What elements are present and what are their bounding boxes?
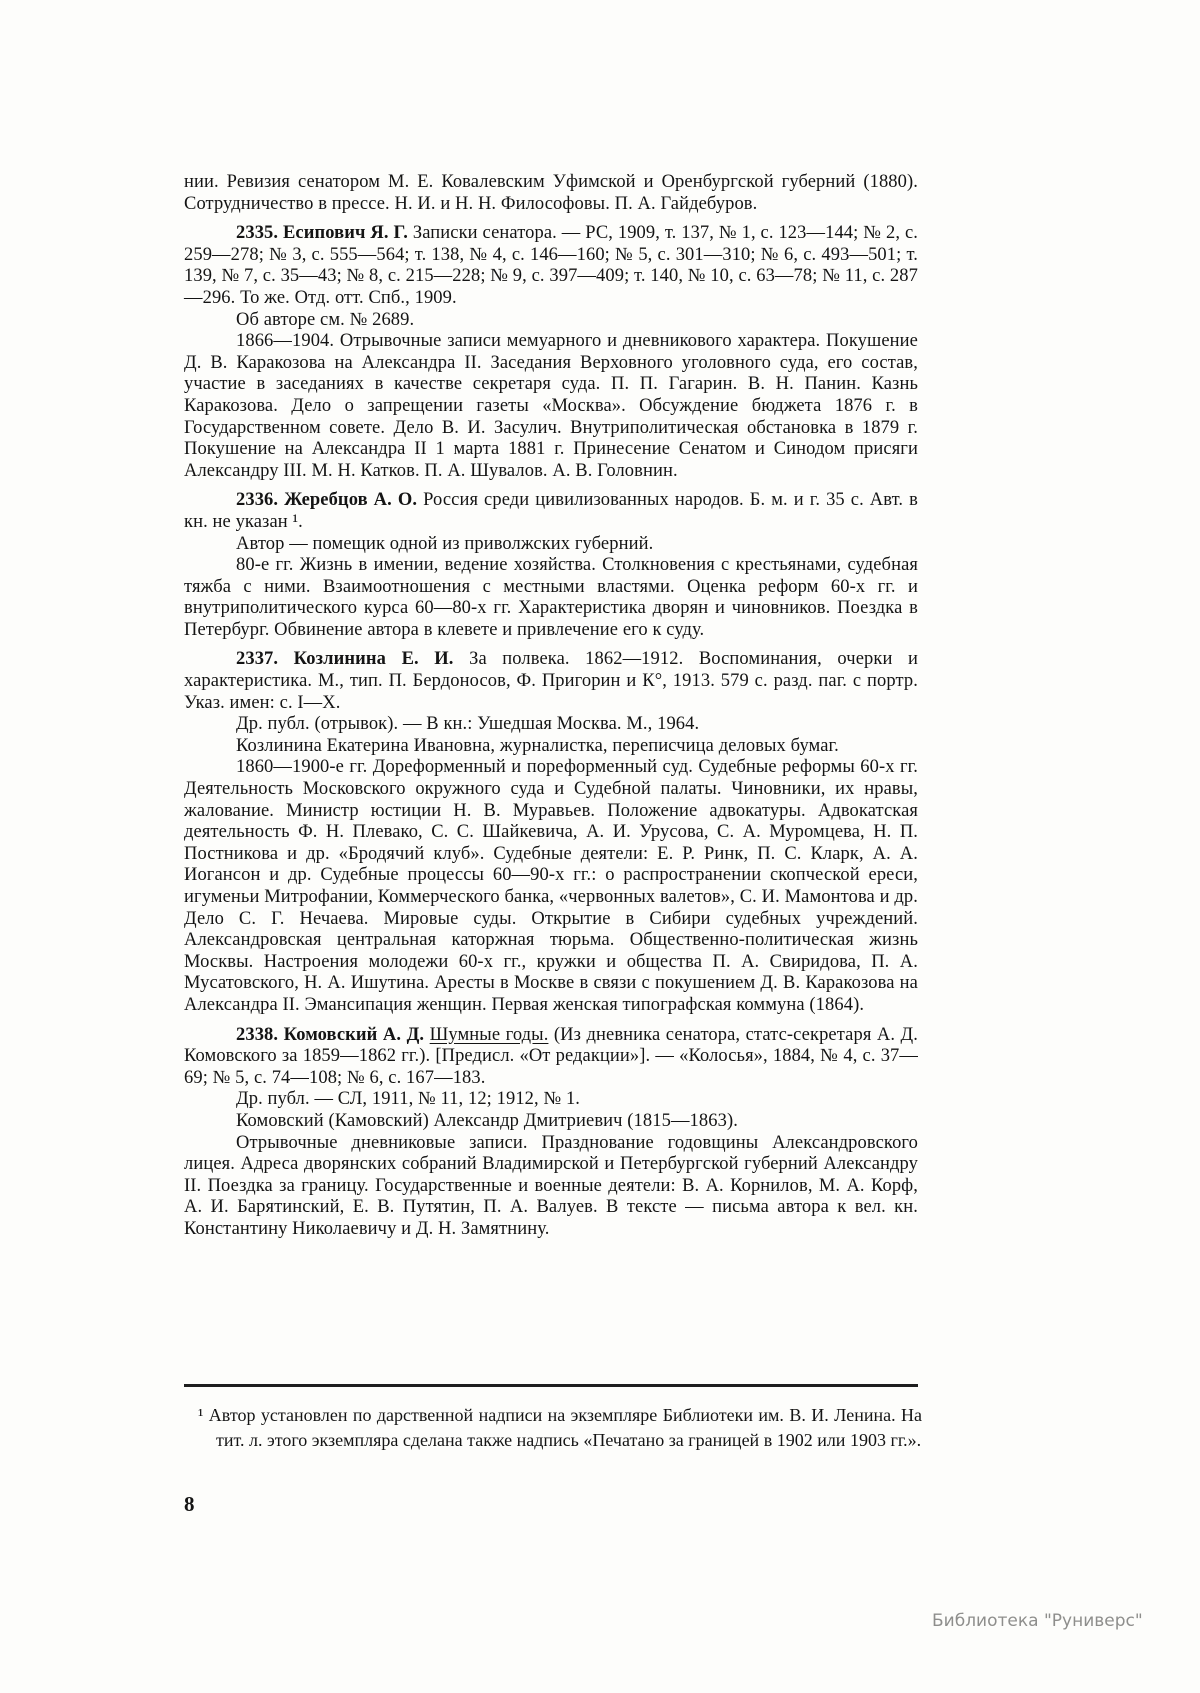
entry-2338-title: Шумные годы. xyxy=(429,1024,549,1045)
entry-2335 xyxy=(184,223,918,482)
footnote-divider xyxy=(184,1384,918,1387)
entry-2335-paragraph: Об авторе см. № 2689. xyxy=(236,309,415,330)
entry-2337-heading xyxy=(184,649,918,714)
entry-2336-citation: Россия среди цивилизованных народов. Б. м. и г. 35 с. Авт. в кн. не указан ¹. xyxy=(184,490,918,532)
entry-2337-paragraph: 1860—1900-е гг. Дореформенный и пореформенный суд. Судебные реформы 60-х гг. Деятельность Московского окружного суда и Судебной палаты. Чиновники, их нравы, жалование. Министр юстиции Н. В. Муравьев. Положение адвокатуры. Адвокатская деятельность Ф. Н. Плевако, С. С. Шайкевича, А. И. Урусова, С. А. Муромцева, Н. П. Постникова и др. «Бродячий клуб». Судебные деятели: Е. Р. Ринк, П. С. Кларк, А. А. Иогансон и др. Судебные процессы 60—90-х гг.: о распространении скопческой ереси, игуменьи Митрофании, Коммерческого банка, «червонных валетов», С. И. Мамонтова и др. Дело С. Г. Нечаева. Мировые суды. Открытие в Сибири судебных учреждений. Александровская центральная каторжная тюрьма. Общественно-политическая жизнь Москвы. Настроения молодежи 60-х гг., кружки и общества П. А. Свиридова, П. А. Мусатовского, Н. А. Ишутина. Аресты в Москве в связи с покушением Д. В. Каракозова на Александра II. Эмансипация женщин. Первая женская типографская коммуна (1864). xyxy=(184,757,918,1015)
entry-2338 xyxy=(184,1025,918,1241)
entry-2335-paragraph: 1866—1904. Отрывочные записи мемуарного и дневникового характера. Покушение Д. В. Каракозова на Александра II. Заседания Верховного уголовного суда, его состав, участие в заседаниях в качестве секретаря суда. П. П. Гагарин. В. Н. Панин. Казнь Каракозова. Дело о запрещении газеты «Москва». Обсуждение бюджета 1876 г. в Государственном совете. Дело В. И. Засулич. Внутриполитическая обстановка в 1879 г. Покушение на Александра II 1 марта 1881 г. Принесение Сенатом и Синодом присяги Александру III. М. Н. Катков. П. А. Шувалов. А. В. Головнин. xyxy=(184,331,918,481)
footnote-area xyxy=(184,1384,922,1452)
continuation-paragraph: нии. Ревизия сенатором М. Е. Ковалевским Уфимской и Оренбургской губерний (1880). Сотрудничество в прессе. Н. И. и Н. Н. Философовы. П. А. Гайдебуров. xyxy=(184,172,918,214)
entry-2336-heading xyxy=(184,490,918,533)
entry-2336-paragraph: 80-е гг. Жизнь в имении, ведение хозяйства. Столкновения с крестьянами, судебная тяжба с ними. Взаимоотношения с местными властями. Оценка реформ 60-х гг. и внутриполитического курса 60—80-х гг. Характеристика дворян и чиновников. Поездка в Петербург. Обвинение автора в клевете и привлечение его к суду. xyxy=(184,555,918,640)
entry-2338-paragraph: Др. публ. — СЛ, 1911, № 11, 12; 1912, № 1. xyxy=(236,1089,581,1110)
page-number: 8 xyxy=(184,1492,195,1516)
entry-2335-citation: Записки сенатора. — РС, 1909, т. 137, № 1, с. 123—144; № 2, с. 259—278; № 3, с. 555—564; т. 138, № 4, с. 146—160; № 5, с. 301—310; № 6, с. 493—501; т. 139, № 7, с. 35—43; № 8, с. 215—228; № 9, с. 397—409; т. 140, № 10, с. 63—78; № 11, с. 287—296. То же. Отд. отт. Спб., 1909. xyxy=(184,223,918,308)
entry-2338-paragraph: Комовский (Камовский) Александр Дмитриевич (1815—1863). xyxy=(236,1110,738,1131)
entry-2338-heading xyxy=(184,1025,918,1090)
entry-2337-citation: За полвека. 1862—1912. Воспоминания, очерки и характеристика. М., тип. П. Бердоносов, Ф. Пригорин и К°, 1913. 579 с. разд. паг. с портр. Указ. имен: с. I—X. xyxy=(184,649,918,713)
entry-2336 xyxy=(184,490,918,641)
entry-2337-number-author: 2337. Козлинина Е. И. xyxy=(236,649,454,670)
entry-2338-citation: (Из дневника сенатора, статс-секретаря А. Д. Комовского за 1859—1862 гг.). [Предисл. «От редакции»]. — «Колосья», 1884, № 4, с. 37—69; № 5, с. 74—108; № 6, с. 167—183. xyxy=(184,1024,918,1088)
bibliography-text-block xyxy=(184,172,918,1241)
entry-2337-paragraph: Козлинина Екатерина Ивановна, журналистка, переписчица деловых бумаг. xyxy=(236,735,839,756)
entry-2336-paragraph: Автор — помещик одной из приволжских губерний. xyxy=(236,533,654,554)
entry-2338-paragraph: Отрывочные дневниковые записи. Празднование годовщины Александровского лицея. Адреса дворянских собраний Владимирской и Петербургской губерний Александру II. Поездка за границу. Государственные и военные деятели: В. А. Корнилов, М. А. Корф, А. И. Барятинский, Е. В. Путятин, П. А. Валуев. В тексте — письма автора к вел. кн. Константину Николаевичу и Д. Н. Замятнину. xyxy=(184,1132,918,1239)
footnote-text: ¹ Автор установлен по дарственной надписи на экземпляре Библиотеки им. В. И. Ленина. На тит. л. этого экземпляра сделана также надпись «Печатано за границей в 1902 или 1903 гг.». xyxy=(198,1405,922,1450)
entry-2337-paragraph: Др. публ. (отрывок). — В кн.: Ушедшая Москва. М., 1964. xyxy=(236,714,700,735)
entry-2335-number-author: 2335. Есипович Я. Г. xyxy=(236,223,408,244)
entry-2336-number-author: 2336. Жеребцов А. О. xyxy=(236,490,418,511)
entry-2335-heading xyxy=(184,223,918,309)
watermark-text: Библиотека "Руниверс" xyxy=(932,1611,1143,1631)
entry-2338-number-author: 2338. Комовский А. Д. xyxy=(236,1024,425,1045)
entry-2337 xyxy=(184,649,918,1016)
